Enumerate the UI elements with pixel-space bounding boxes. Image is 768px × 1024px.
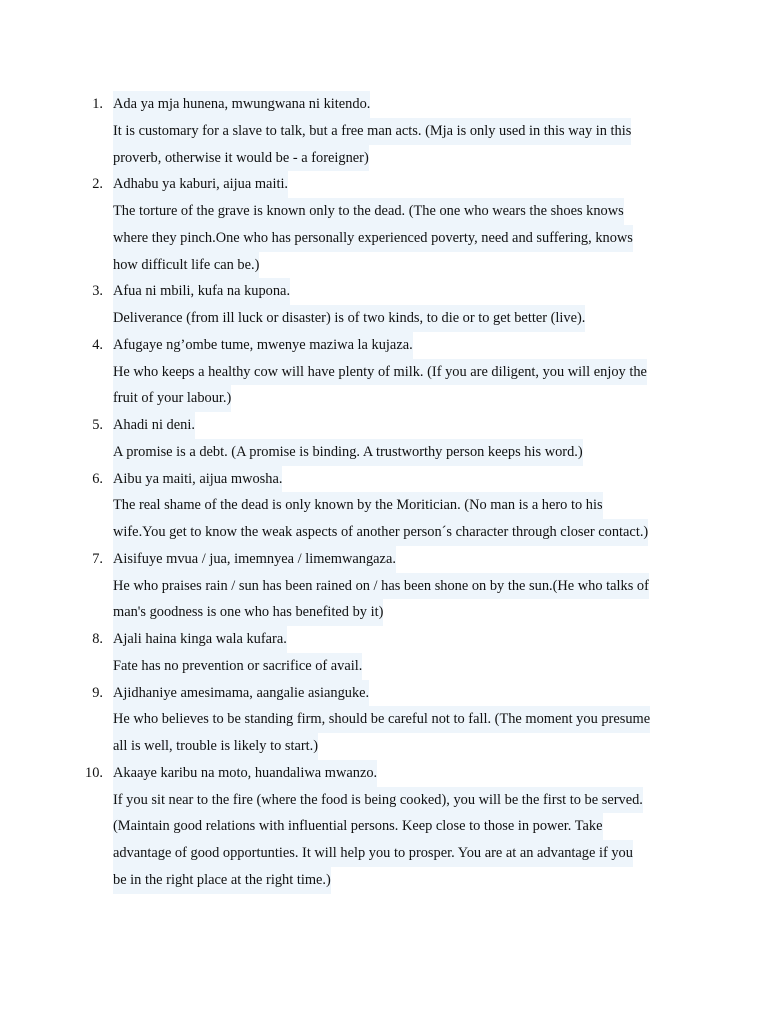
- english-translation: where they pinch.One who has personally experienced poverty, need and suffering, knows: [113, 225, 633, 252]
- swahili-proverb: Ajali haina kinga wala kufara.: [113, 626, 287, 653]
- proverb-item: [0, 91, 768, 171]
- translation-line-row: [0, 840, 768, 867]
- proverb-item: [0, 171, 768, 278]
- english-translation: The torture of the grave is known only to the dead. (The one who wears the shoes knows: [113, 198, 624, 225]
- list-number: 3.: [92, 283, 103, 300]
- swahili-proverb: Afua ni mbili, kufa na kupona.: [113, 278, 290, 305]
- english-translation: He who keeps a healthy cow will have plenty of milk. (If you are diligent, you will enjoy the: [113, 359, 647, 386]
- translation-line-row: [0, 198, 768, 225]
- proverb-headline: [0, 171, 768, 198]
- english-translation: wife.You get to know the weak aspects of another person´s character through closer contact.): [113, 519, 648, 546]
- swahili-proverb: Aisifuye mvua / jua, imemnyea / limemwangaza.: [113, 546, 396, 573]
- list-number: 1.: [92, 96, 103, 112]
- proverb-item: [0, 626, 768, 680]
- list-number: 6.: [92, 470, 103, 487]
- translation-line-row: [0, 653, 768, 680]
- english-translation: how difficult life can be.): [113, 252, 259, 279]
- proverb-headline: [0, 466, 768, 493]
- proverb-item: [0, 278, 768, 332]
- english-translation: Deliverance (from ill luck or disaster) is of two kinds, to die or to get better (live).: [113, 305, 585, 332]
- proverb-item: [0, 412, 768, 466]
- list-number: 9.: [92, 684, 103, 701]
- english-translation: all is well, trouble is likely to start.): [113, 733, 318, 760]
- translation-line-row: [0, 813, 768, 840]
- proverb-headline: [0, 626, 768, 653]
- english-translation: The real shame of the dead is only known by the Moritician. (No man is a hero to his: [113, 492, 603, 519]
- translation-line-row: [0, 225, 768, 252]
- english-translation: (Maintain good relations with influential persons. Keep close to those in power. Take: [113, 813, 603, 840]
- translation-line-row: [0, 733, 768, 760]
- translation-line-row: [0, 573, 768, 600]
- list-number: 2.: [92, 176, 103, 193]
- swahili-proverb: Ada ya mja hunena, mwungwana ni kitendo.: [113, 91, 370, 118]
- translation-line-row: [0, 787, 768, 814]
- list-number: 4.: [92, 336, 103, 353]
- translation-line-row: [0, 439, 768, 466]
- english-translation: proverb, otherwise it would be - a foreigner): [113, 145, 369, 172]
- list-number: 5.: [92, 417, 103, 433]
- english-translation: If you sit near to the fire (where the food is being cooked), you will be the first to be served.: [113, 787, 643, 814]
- english-translation: It is customary for a slave to talk, but a free man acts. (Mja is only used in this way in this: [113, 118, 631, 145]
- english-translation: A promise is a debt. (A promise is binding. A trustworthy person keeps his word.): [113, 439, 583, 466]
- english-translation: He who praises rain / sun has been rained on / has been shone on by the sun.(He who talks of: [113, 573, 649, 600]
- proverb-headline: [0, 278, 768, 305]
- translation-line-row: [0, 305, 768, 332]
- swahili-proverb: Akaaye karibu na moto, huandaliwa mwanzo.: [113, 760, 377, 787]
- english-translation: man's goodness is one who has benefited by it): [113, 599, 383, 626]
- swahili-proverb: Afugaye ng’ombe tume, mwenye maziwa la kujaza.: [113, 332, 413, 359]
- translation-line-row: [0, 519, 768, 546]
- proverb-headline: [0, 680, 768, 707]
- translation-line-row: [0, 145, 768, 172]
- translation-line-row: [0, 118, 768, 145]
- english-translation: advantage of good opportunties. It will help you to prosper. You are at an advantage if you: [113, 840, 633, 867]
- proverb-item: [0, 680, 768, 760]
- proverb-headline: [0, 760, 768, 787]
- proverb-list: [0, 91, 768, 894]
- proverb-headline: [0, 546, 768, 573]
- list-number: 10.: [85, 764, 103, 781]
- translation-line-row: [0, 706, 768, 733]
- english-translation: fruit of your labour.): [113, 385, 231, 412]
- list-number: 8.: [92, 631, 103, 647]
- list-number: 7.: [92, 550, 103, 567]
- translation-line-row: [0, 599, 768, 626]
- translation-line-row: [0, 385, 768, 412]
- translation-line-row: [0, 492, 768, 519]
- translation-line-row: [0, 867, 768, 894]
- proverb-headline: [0, 412, 768, 439]
- translation-line-row: [0, 252, 768, 279]
- swahili-proverb: Aibu ya maiti, aijua mwosha.: [113, 466, 282, 493]
- proverb-item: [0, 760, 768, 894]
- proverb-headline: [0, 332, 768, 359]
- translation-line-row: [0, 359, 768, 386]
- english-translation: He who believes to be standing firm, should be careful not to fall. (The moment you presume: [113, 706, 650, 733]
- english-translation: Fate has no prevention or sacrifice of avail.: [113, 653, 362, 680]
- swahili-proverb: Ahadi ni deni.: [113, 412, 195, 439]
- proverb-item: [0, 466, 768, 546]
- swahili-proverb: Adhabu ya kaburi, aijua maiti.: [113, 171, 288, 198]
- english-translation: be in the right place at the right time.): [113, 867, 331, 894]
- swahili-proverb: Ajidhaniye amesimama, aangalie asianguke.: [113, 680, 369, 707]
- proverb-headline: [0, 91, 768, 118]
- proverb-item: [0, 546, 768, 626]
- proverb-item: [0, 332, 768, 412]
